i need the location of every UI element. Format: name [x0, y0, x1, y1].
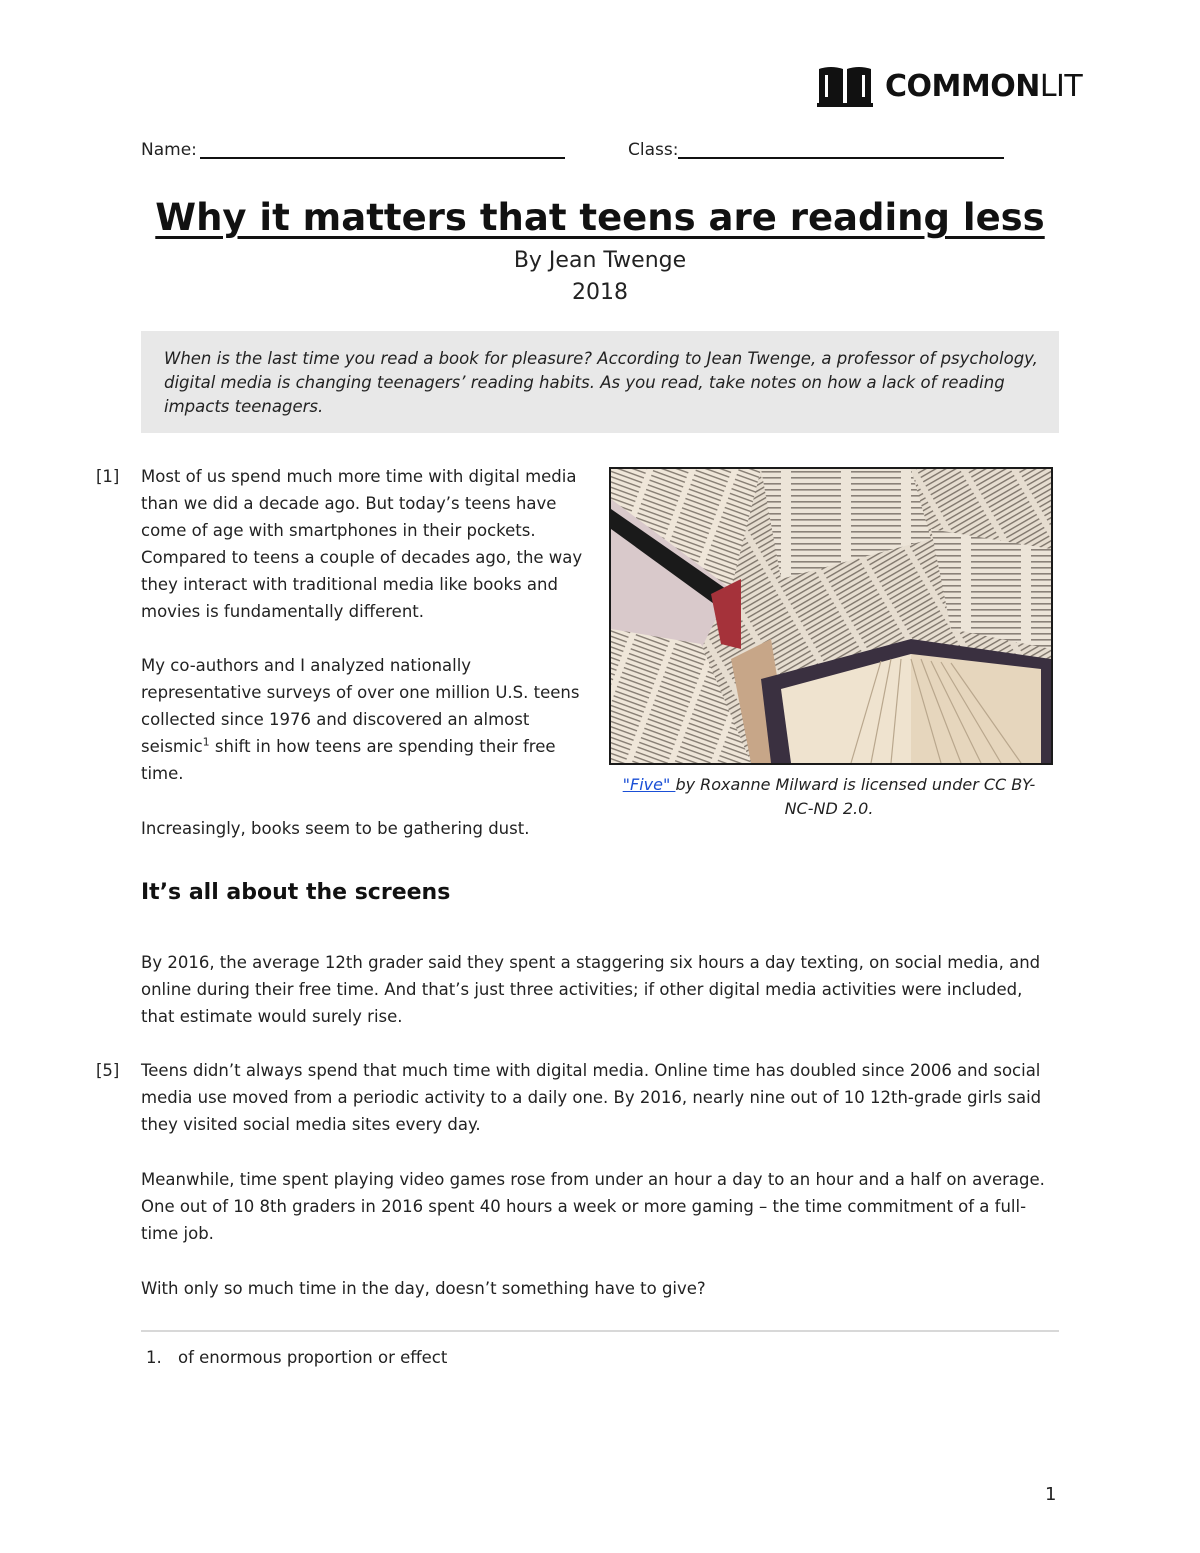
name-field-line[interactable] [200, 157, 565, 159]
intro-box [141, 331, 1059, 433]
page-number: 1 [1045, 1484, 1057, 1505]
logo-wordmark: COMMONLIT [885, 68, 1083, 104]
books-photo [609, 467, 1053, 765]
open-book-icon [817, 65, 873, 107]
footnote-text: of enormous proportion or effect [178, 1348, 448, 1367]
section-heading: It’s all about the screens [141, 880, 451, 905]
paragraph-6: Meanwhile, time spent playing video games rose from under an hour a day to an hour and a half on average. One out of 10 8th graders in 2016 spent 40 hours a week or more gaming – the time commitment of a full-time job. [141, 1170, 1045, 1243]
article-year: 2018 [572, 280, 628, 305]
paragraph-4: By 2016, the average 12th grader said they spent a staggering six hours a day texting, on social media, and online during their free time. And that’s just three activities; if other digital media activities were included, that estimate would surely rise. [141, 953, 1041, 1026]
image-caption: "Five" by Roxanne Milward is licensed under CC BY-NC-ND 2.0. [622, 775, 1036, 818]
image-source-link[interactable]: "Five" [622, 775, 676, 794]
paragraph-5: Teens didn’t always spend that much time with digital media. Online time has doubled since 2006 and social media use moved from a periodic activity to a daily one. By 2016, nearly nine out of 10 12th-grade girls said they visited social media sites every day. [141, 1061, 1042, 1134]
footnote-mark[interactable]: 1 [202, 735, 210, 749]
footnote-divider [141, 1330, 1059, 1332]
name-label: Name: [141, 140, 197, 160]
commonlit-logo [817, 64, 1082, 108]
footnote-number: 1. [146, 1348, 162, 1367]
paragraph-2: My co-authors and I analyzed nationally representative surveys of over one million U.S. teens collected since 1976 and discovered an almost seismic$^1$ shift in how teens are spending their free time. [141, 656, 580, 783]
paragraph-number-1: [1] [96, 467, 120, 486]
paragraph-1: Most of us spend much more time with digital media than we did a decade ago. But today’s teens have come of age with smartphones in their pockets. Compared to teens a couple of decades ago, the way they interact with traditional media like books and movies is fundamentally different. [141, 467, 583, 621]
class-label: Class: [628, 140, 679, 160]
paragraph-3: Increasingly, books seem to be gathering dust. [141, 819, 530, 838]
intro-text: When is the last time you read a book for pleasure? According to Jean Twenge, a professor of psychology, digital media is changing teenagers’ reading habits. As you read, take notes on how a lack of reading impacts teenagers. [164, 349, 1038, 416]
article-author: By Jean Twenge [513, 248, 687, 273]
article-title: Why it matters that teens are reading less [155, 196, 1045, 239]
paragraph-number-5: [5] [96, 1061, 120, 1080]
class-field-line[interactable] [678, 157, 1004, 159]
paragraph-7: With only so much time in the day, doesn’t something have to give? [141, 1279, 706, 1298]
